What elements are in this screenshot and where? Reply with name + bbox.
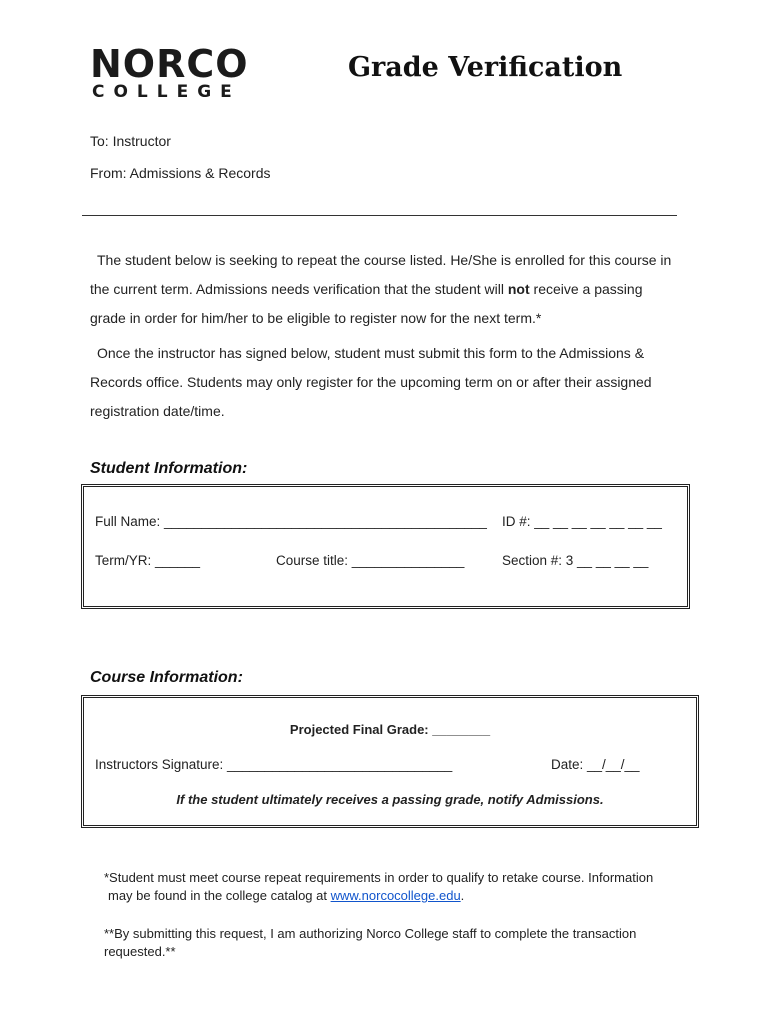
section-number-field[interactable]: Section #: 3 __ __ __ __ <box>502 553 649 568</box>
footnote-1-end: . <box>460 888 465 903</box>
course-info-box <box>81 695 699 828</box>
norco-college-link[interactable]: www.norcocollege.edu <box>330 888 461 903</box>
intro-paragraph-1 <box>90 246 680 333</box>
course-title-field[interactable]: Course title: _______________ <box>276 553 465 568</box>
intro-p1-line3: grade in order for him/her to be eligible to register now for the next term.* <box>90 310 542 326</box>
footnote-1-line2 <box>104 887 674 905</box>
intro-p2-line2: Records office. Students may only register for the upcoming term on or after their assigned <box>90 374 652 390</box>
logo-college: COLLEGE <box>92 82 241 102</box>
instructor-signature-field[interactable]: Instructors Signature: ______________________________ <box>95 757 453 772</box>
footnote-1-line1: *Student must meet course repeat requirements in order to qualify to retake course. Information <box>104 870 654 885</box>
full-name-field[interactable]: Full Name: ___________________________________________ <box>95 514 487 529</box>
intro-p1-line2 <box>90 275 680 304</box>
admissions-notice: If the student ultimately receives a passing grade, notify Admissions. <box>176 792 604 807</box>
footnote-1-text: may be found in the college catalog at <box>108 888 331 903</box>
divider <box>82 215 677 216</box>
term-year-field[interactable]: Term/YR: ______ <box>95 553 201 568</box>
intro-p2-line1: Once the instructor has signed below, student must submit this form to the Admissions & <box>97 345 645 361</box>
date-field[interactable]: Date: __/__/__ <box>551 757 640 772</box>
intro-p2-line3: registration date/time. <box>90 403 225 419</box>
projected-final-grade-field[interactable]: Projected Final Grade: ________ <box>289 722 491 737</box>
intro-paragraph-2 <box>90 339 680 426</box>
footnote-authorization: **By submitting this request, I am authorizing Norco College staff to complete the transaction requested.** <box>104 926 637 959</box>
memo-to: To: Instructor <box>90 133 171 149</box>
student-info-heading: Student Information: <box>90 460 248 477</box>
student-id-field[interactable]: ID #: __ __ __ __ __ __ __ <box>502 514 662 529</box>
student-info-box <box>81 484 690 609</box>
intro-p1-line2-b: receive a passing <box>529 281 643 297</box>
intro-p1-line2-a: the current term. Admissions needs verification that the student will <box>90 281 508 297</box>
memo-from: From: Admissions & Records <box>90 165 271 181</box>
page-title: Grade Verification <box>348 52 623 83</box>
footnote-course-repeat <box>104 869 674 905</box>
course-info-heading: Course Information: <box>90 669 243 686</box>
intro-p1-line1: The student below is seeking to repeat the course listed. He/She is enrolled for this course in <box>97 252 672 268</box>
logo-norco: NORCO <box>90 42 249 86</box>
intro-emphasis-not: not <box>507 281 530 297</box>
